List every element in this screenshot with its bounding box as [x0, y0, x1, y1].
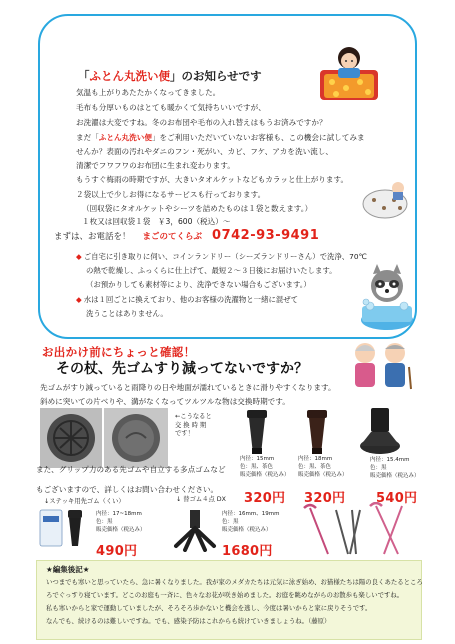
- product-5-size: 内径：16mm、19mm: [222, 511, 280, 517]
- product-2-size: 内径：18mm: [298, 456, 333, 462]
- bullet2-line-1: ◆ 水は１回ごとに換えており、他のお客様の洗濯物と一緒に混ぜて: [76, 295, 299, 304]
- futon-woman-illustration: [316, 40, 382, 102]
- tai-label: ↓ 替ゴム４点 DX: [176, 496, 226, 503]
- product-1-color: 色：黒、茶色: [240, 463, 274, 470]
- notice-title: [78, 68, 262, 84]
- product-4-size: 内径：17~18mm: [96, 511, 142, 517]
- shop-name: まごのてくらぶ: [142, 232, 203, 242]
- stick-tip-product-illustration: [38, 506, 94, 550]
- product-5-color: 色：黒: [222, 518, 239, 525]
- line4-post: 」をご利用いただいていないお客様も、この機会に試してみま: [151, 133, 365, 142]
- phone-row: [54, 228, 319, 243]
- title-brand: ふとん丸洗い便: [89, 69, 170, 83]
- bullet1-line-2: の熱で乾燥し、ふっくらに仕上げて、最短２～３日後にお届けいたします。: [86, 266, 337, 275]
- editors-note-line-3: 私も寒いからと家で運動していましたが、そろそろ歩かないと機会を逃し、今度は暑いからと家に戻りそうです。: [46, 604, 372, 612]
- rubber-headline-1: お出かけ前にちょっと確認！: [42, 345, 196, 359]
- line4-brand: ふとん丸洗い便: [98, 133, 152, 142]
- product-3-price-label: 販売価格（税込み）: [370, 472, 420, 479]
- editors-note-line-4: なんでも、続けるのは難しいですね。でも、感染予防はこれからも続けていきましょうね。（藤原）: [46, 617, 331, 625]
- product-2-price: 320円: [304, 491, 346, 506]
- rubber-headline-2: その杖、先ゴムすり減ってないですか？: [56, 361, 308, 377]
- notice-line-10: １枚又は回収袋１袋 ￥3，600（税込）～: [82, 217, 231, 226]
- worn-rubber-tip-photo-2: [104, 408, 168, 468]
- product-3-size: 内径：15.4mm: [370, 457, 410, 463]
- bullet-mark: ◆: [76, 252, 82, 261]
- title-close: 」のお知らせです: [170, 69, 262, 83]
- product-1-price: 320円: [244, 491, 286, 506]
- product-1-label: [240, 456, 290, 480]
- notice-line-1: 気温も上がりあたたかくなってきました。: [76, 88, 221, 97]
- editors-note-line-2: ろでぐっすり寝ています。どこのお庭も一斉に、色々なお花が咲き始めました。お庭を眺めながらのお散歩も楽しいですね。: [46, 591, 404, 599]
- product-4-label: [96, 511, 146, 535]
- blanket-illustration: [360, 180, 410, 220]
- elderly-couple-illustration: [345, 337, 417, 391]
- raccoon-mascot-illustration: [358, 262, 416, 332]
- notice-line-3: お洗濯は大変ですね。冬のお布団や毛布の入れ替えはもうお済みですか？: [76, 118, 327, 127]
- bullet1-line-1: ◆ ご自宅に引き取りに伺い、コインランドリー（シーズランドリーさん）で洗浄、70℃: [76, 252, 367, 261]
- product-5-price: 1680円: [222, 544, 273, 559]
- product-1-price-label: 販売価格（税込み）: [240, 471, 290, 478]
- bullet-mark: ◆: [76, 295, 82, 304]
- product-3-label: [370, 457, 420, 481]
- notice-line-5: せんか？表面の汚れやダニのフン・死がい、カビ、フケ、アカを洗い流し、: [76, 147, 333, 156]
- editors-note-box: [36, 560, 422, 640]
- product-5-price-label: 販売価格（税込み）: [222, 526, 272, 533]
- rubber-tip-product-3: [356, 406, 404, 456]
- product-3-price: 540円: [376, 491, 418, 506]
- swap-note: ←こうなると 交 換 時 期 です！: [175, 413, 212, 437]
- rubber-tip-product-1: [236, 408, 278, 456]
- product-1-size: 内径：15mm: [240, 456, 275, 462]
- bullet2-line-2: 洗うことはありません。: [86, 309, 168, 318]
- product-2-label: [298, 456, 348, 480]
- also-line-1: また、グリップ力のある先ゴムや自立する多点ゴムなど: [36, 465, 226, 474]
- rubber-line-1: 先ゴムがすり減っていると雨降りの日や地面が濡れているときに滑りやすくなります。: [40, 383, 336, 392]
- product-2-color: 色：黒、茶色: [298, 463, 332, 470]
- worn-rubber-tip-photo-1: [40, 408, 102, 468]
- product-2-price-label: 販売価格（税込み）: [298, 471, 348, 478]
- notice-line-6: 清潔でフワフワのお布団に生まれ変わります。: [76, 161, 235, 170]
- suki-label: ↓ステッキ用先ゴム（くい）: [44, 498, 125, 505]
- product-3-color: 色：黒: [370, 464, 387, 471]
- product-4-color: 色：黒: [96, 518, 113, 525]
- line4-pre: まだ「: [76, 133, 99, 142]
- product-5-label: [222, 511, 279, 535]
- bullet1-line-3: （お預かりしても素材等により、洗浄できない場合もございます。）: [86, 280, 311, 289]
- phone-number[interactable]: 0742-93-9491: [212, 228, 320, 243]
- notice-line-4: [76, 134, 365, 142]
- notice-line-7: もうすぐ梅雨の時期ですが、大きいタオルケットなどもカラッと仕上がります。: [76, 175, 349, 184]
- walking-canes-illustration: [300, 502, 418, 556]
- editors-note-title: ★編集後記★: [46, 565, 90, 574]
- notice-line-9: （回収袋にタオルケットやシーツを詰めたものは１袋と数えます。）: [82, 204, 313, 213]
- rubber-tip-product-2: [296, 408, 338, 456]
- editors-note-line-1: いつまでも寒いと思っていたら、急に暑くなりました。我が家のメダカたちは元気に泳ぎ始め、お猫様たちは陽の良くあたるところ: [46, 578, 423, 586]
- four-point-tip-illustration: [170, 508, 220, 552]
- title-open: 「: [78, 69, 90, 83]
- also-line-2: もございますので、詳しくはお問い合わせください。: [36, 485, 219, 494]
- notice-line-8: ２袋以上で少しお得になるサービスも行っております。: [76, 190, 266, 199]
- rubber-line-2: 斜めに突いての片べりや、溝がなくなってツルツルな物は交換時期です。: [40, 397, 290, 406]
- phone-prompt: まずは、お電話を！: [54, 232, 131, 242]
- product-4-price: 490円: [96, 544, 138, 559]
- product-4-price-label: 販売価格（税込み）: [96, 526, 146, 533]
- notice-line-2: 毛布も分厚いものはとても暖かくて気持ちいいですが、: [76, 103, 266, 112]
